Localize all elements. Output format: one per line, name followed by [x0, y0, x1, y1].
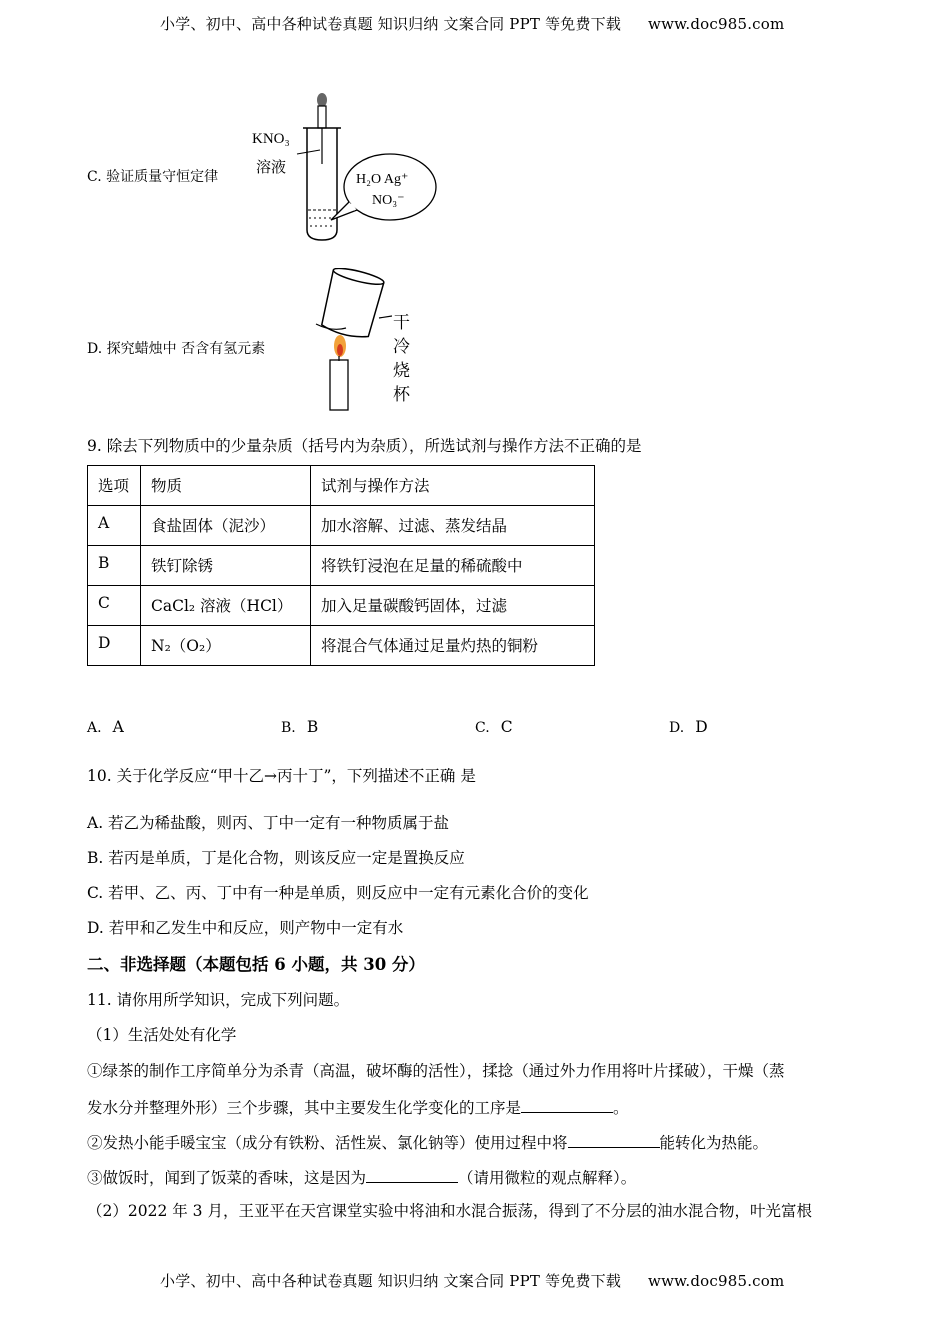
bubble-line-1: H₂O Ag⁺	[356, 172, 409, 187]
kno3-label: KNO₃	[252, 131, 290, 147]
table-cell: 食盐固体（泥沙）	[141, 506, 311, 546]
q9-choice-a[interactable]: A. A	[87, 718, 124, 736]
table-header-cell: 选项	[88, 466, 141, 506]
table-cell: 将铁钉浸泡在足量的稀硫酸中	[311, 546, 595, 586]
q11-item1-line1: ①绿茶的制作工序简单分为杀青（高温，破坏酶的活性），揉捻（通过外力作用将叶片揉破），干燥（蒸	[87, 1062, 785, 1080]
bubble-line-2: NO₃⁻	[372, 193, 405, 208]
table-header-row	[88, 466, 595, 506]
table-header-cell: 试剂与操作方法	[311, 466, 595, 506]
table-cell: 加入足量碳酸钙固体，过滤	[311, 586, 595, 626]
answer-blank[interactable]	[521, 1095, 613, 1113]
flame-core	[337, 344, 343, 356]
header-text: 小学、初中、高中各种试卷真题 知识归纳 文案合同 PPT 等免费下载	[160, 15, 622, 33]
table-cell: C	[88, 586, 141, 626]
footer-url: www.doc985.com	[648, 1272, 785, 1290]
dropper-bulb	[317, 93, 327, 107]
table-cell: N₂（O₂）	[141, 626, 311, 666]
section-title: 二、非选择题（本题包括 6 小题，共 30 分）	[87, 955, 425, 974]
page-header	[160, 13, 784, 34]
table-cell: 将混合气体通过足量灼热的铜粉	[311, 626, 595, 666]
table-cell: 铁钉除锈	[141, 546, 311, 586]
q8-option-d: D. 探究蜡烛中 否含有氢元素	[87, 341, 266, 357]
q11-stem: 11. 请你用所学知识，完成下列问题。	[87, 991, 350, 1009]
q10-option-d[interactable]: D. 若甲和乙发生中和反应，则产物中一定有水	[87, 919, 404, 937]
q9-table	[87, 465, 595, 666]
q10-stem: 10. 关于化学反应“甲十乙→丙十丁”，下列描述不正确 是	[87, 767, 476, 785]
table-header-cell: 物质	[141, 466, 311, 506]
candle	[330, 360, 348, 410]
table-row	[88, 506, 595, 546]
q10-option-c[interactable]: C. 若甲、乙、丙、丁中有一种是单质，则反应中一定有元素化合价的变化	[87, 884, 589, 902]
table-row	[88, 626, 595, 666]
footer-text: 小学、初中、高中各种试卷真题 知识归纳 文案合同 PPT 等免费下载	[160, 1272, 622, 1290]
page-footer	[160, 1270, 784, 1291]
candle-figure	[312, 268, 392, 413]
table-cell: D	[88, 626, 141, 666]
q9-stem: 9. 除去下列物质中的少量杂质（括号内为杂质），所选试剂与操作方法不正确的是	[87, 437, 642, 455]
table-cell: CaCl₂ 溶液（HCl）	[141, 586, 311, 626]
q9-choice-c[interactable]: C. C	[475, 718, 513, 736]
table-cell: A	[88, 506, 141, 546]
table-cell: B	[88, 546, 141, 586]
q11-part1: （1）生活处处有化学	[87, 1026, 237, 1044]
q9-choice-b[interactable]: B. B	[281, 718, 319, 736]
q8-option-c: C. 验证质量守恒定律	[87, 169, 219, 185]
q11-item3: ③做饭时，闻到了饭菜的香味，这是因为 （请用微粒的观点解释）。	[87, 1165, 636, 1188]
answer-blank[interactable]	[568, 1130, 660, 1148]
table-cell: 加水溶解、过滤、蒸发结晶	[311, 506, 595, 546]
answer-blank[interactable]	[366, 1165, 458, 1183]
q11-part2: （2）2022 年 3 月，王亚平在天宫课堂实验中将油和水混合振荡，得到了不分层的油水混合物，叶光富根	[87, 1202, 812, 1220]
table-row	[88, 546, 595, 586]
q10-option-a[interactable]: A. 若乙为稀盐酸，则丙、丁中一定有一种物质属于盐	[87, 814, 450, 832]
solution-label: 溶液	[256, 158, 287, 176]
header-url: www.doc985.com	[648, 15, 785, 33]
q9-choice-d[interactable]: D. D	[669, 718, 708, 736]
q11-item1-line2: 发水分并整理外形）三个步骤，其中主要发生化学变化的工序是 。	[87, 1095, 629, 1118]
label-lead	[297, 150, 320, 154]
table-row	[88, 586, 595, 626]
cold-beaker-label: 干 冷 烧 杯	[393, 313, 410, 405]
q11-item2: ②发热小能手暖宝宝（成分有铁粉、活性炭、氯化钠等）使用过程中将 能转化为热能。	[87, 1130, 768, 1153]
dropper-body	[318, 106, 326, 128]
q10-option-b[interactable]: B. 若丙是单质，丁是化合物，则该反应一定是置换反应	[87, 849, 465, 867]
